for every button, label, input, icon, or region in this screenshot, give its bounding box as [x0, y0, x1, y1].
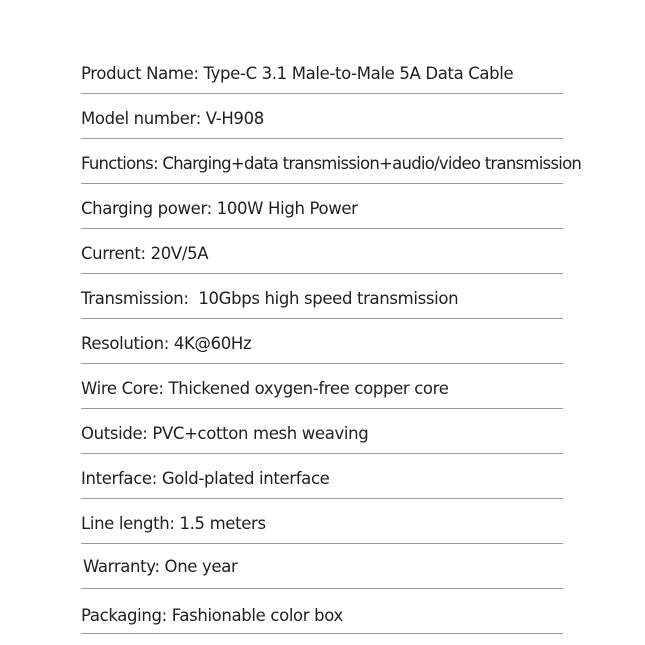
spec-text: Packaging: Fashionable color box [81, 606, 343, 625]
spec-row-transmission [81, 274, 563, 319]
spec-text: Outside: PVC+cotton mesh weaving [81, 424, 369, 443]
spec-row-wire-core [81, 364, 563, 409]
spec-text: Warranty: One year [83, 557, 238, 576]
spec-text: Wire Core: Thickened oxygen-free copper core [81, 379, 449, 398]
spec-text: Resolution: 4K@60Hz [81, 334, 252, 353]
spec-text: Product Name: Type-C 3.1 Male-to-Male 5A Data Cable [81, 64, 514, 83]
spec-row-product-name [81, 49, 563, 94]
spec-text: Current: 20V/5A [81, 244, 209, 263]
spec-row-warranty [81, 544, 563, 589]
product-spec-list [81, 49, 582, 634]
spec-row-packaging [81, 589, 563, 634]
spec-row-current [81, 229, 563, 274]
spec-text: Transmission: 10Gbps high speed transmission [81, 289, 459, 308]
spec-row-line-length [81, 499, 563, 544]
spec-row-outside [81, 409, 563, 454]
spec-row-interface [81, 454, 563, 499]
spec-text: Model number: V-H908 [81, 109, 264, 128]
spec-text: Charging power: 100W High Power [81, 199, 358, 218]
spec-text: Interface: Gold-plated interface [81, 469, 330, 488]
spec-text: Line length: 1.5 meters [81, 514, 266, 533]
spec-text: Functions: Charging+data transmission+audio/video transmission [81, 154, 582, 173]
spec-row-charging-power [81, 184, 563, 229]
spec-row-functions [81, 139, 582, 184]
spec-row-model-number [81, 94, 563, 139]
spec-row-resolution [81, 319, 563, 364]
